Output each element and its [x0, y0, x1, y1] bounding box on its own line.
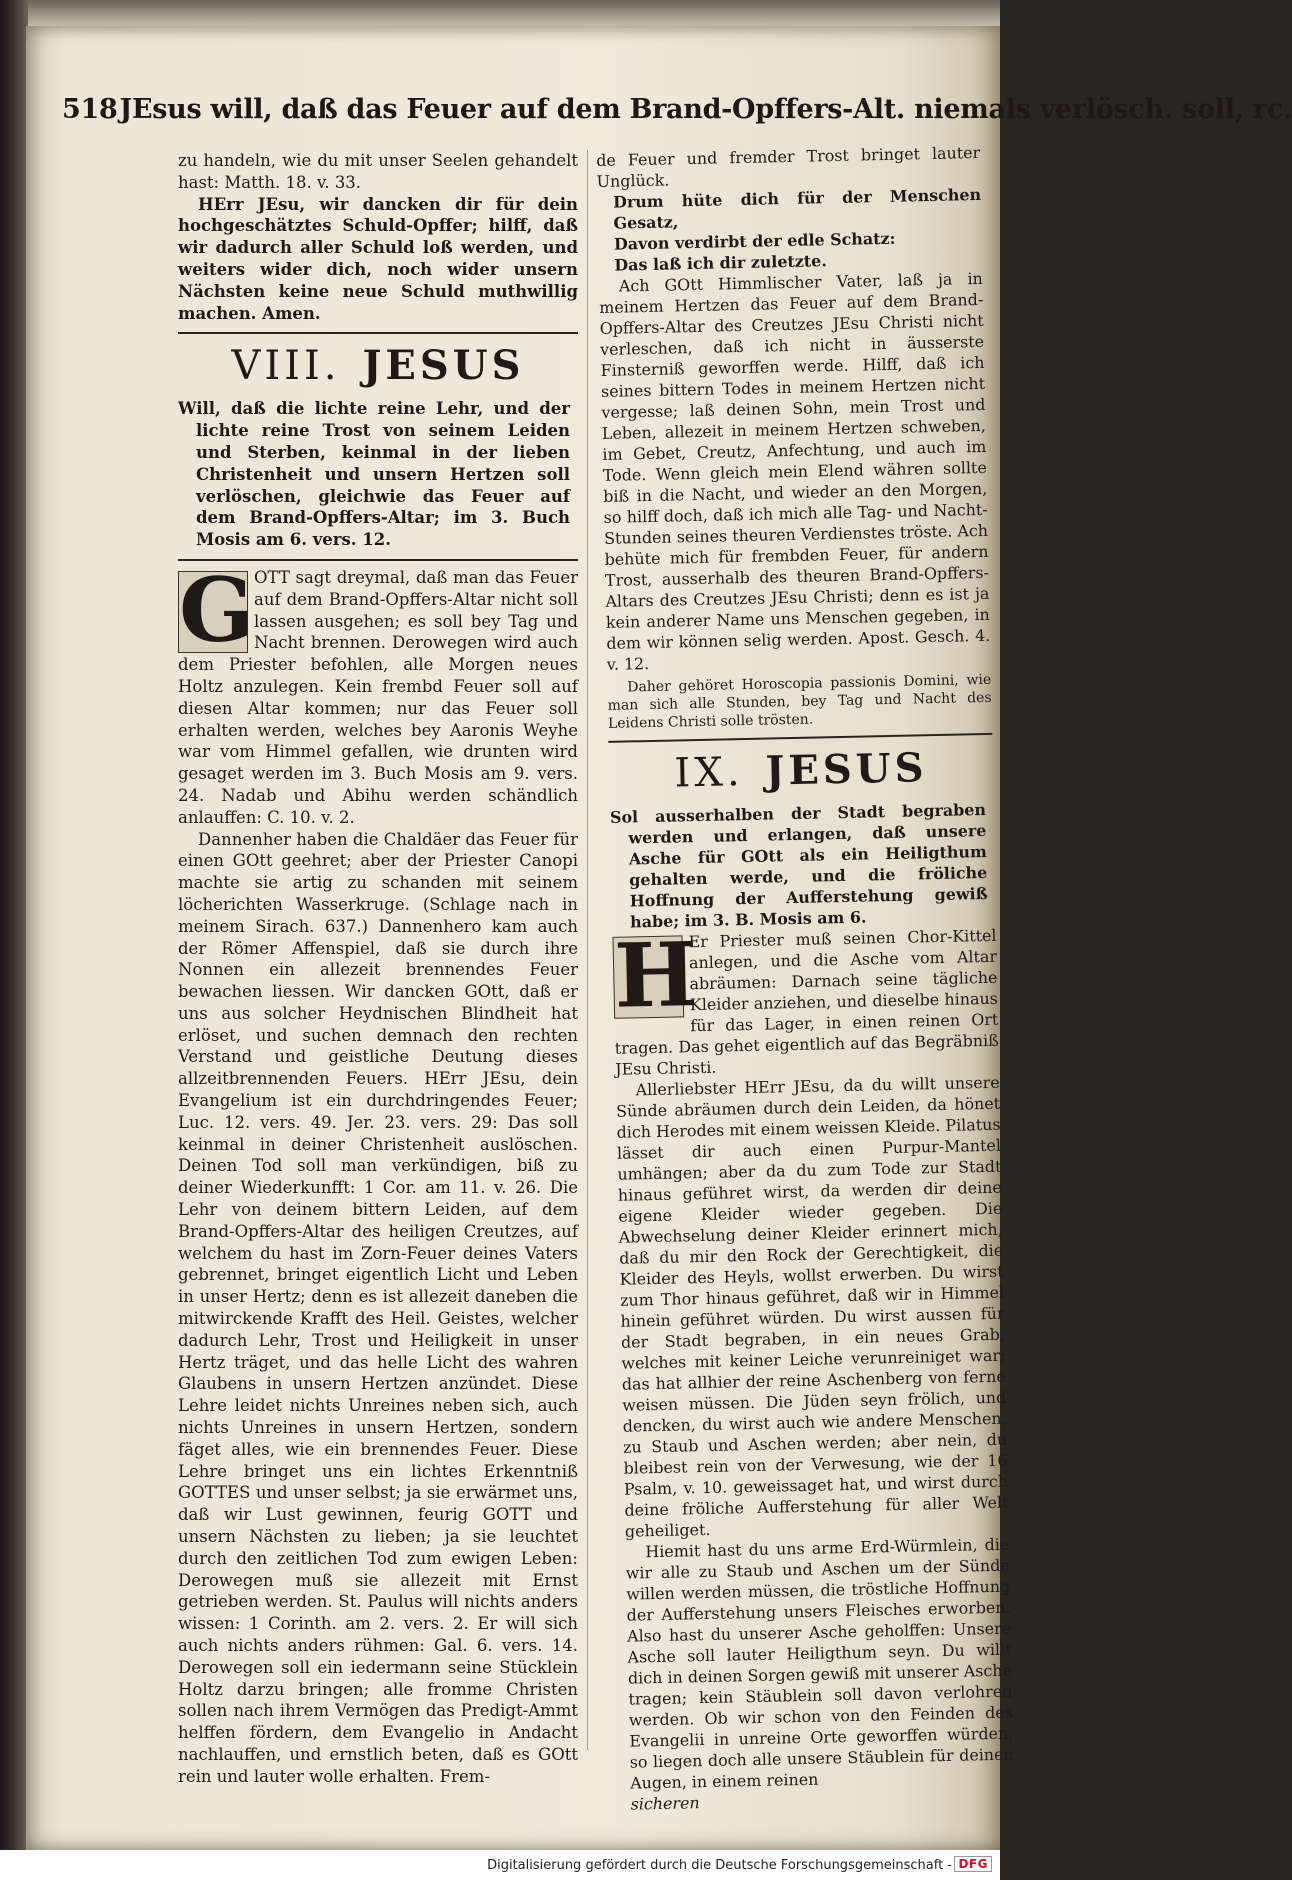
body-paragraph: Er Priester muß seinen Chor-Kittel anlegen, und die Asche vom Altar abräumen: Darnach seine tägliche Kleider anziehen, und dieselbe hinaus für das Lager, in einen reinen Ort tragen. Das gehet eigentlich auf das Begräbniß JEsu Christi. — [614, 925, 999, 1079]
chapter-heading-viii — [178, 340, 578, 392]
chapter-title: JESUS — [362, 342, 525, 390]
body-paragraph: Dannenher haben die Chaldäer das Feuer für einen GOtt geehret; aber der Priester Canopi machte sie artig zu schanden mit seinem löcherichten Wasserkruge. (Schlage nach in meinem Sirach. 637.) Dannenhero kam auch der Römer Affenspiel, daß sie durch ihre Nonnen ein allezeit brennendes Feuer bewachen liessen. Wir dancken GOtt, daß er uns aus solcher Heydnischen Blindheit hat erlöset, und suchen demnach den rechten Verstand und geistliche Deutung dieses allzeitbrennenden Feuers. HErr JEsu, dein Evangelium ist ein durchdringendes Feuer; Luc. 12. vers. 49. Jer. 23. vers. 29: Das soll keinmal in deiner Christenheit auslöschen. Deinen Tod soll man verkündigen, biß zu deiner Wiederkunfft: 1 Cor. am 11. v. 26. Die Lehr von deinem bittern Leiden, auf dem Brand-Opffers-Altar des heiligen Creutzes, auf welchem du hast im Zorn-Feuer deines Vaters gebrennet, bringet eigentlich Licht und Leben in unser Hertz; denn es ist allezeit daneben die mitwirckende Krafft des Heil. Geistes, welcher dadurch Lehr, Trost und Heiligkeit in unser Hertz träget, und das helle Licht des wahren Glaubens in unsern Hertzen anzündet. Diese Lehre leidet nichts Unreines neben sich, auch nichts Unreines in unsern Hertzen, sondern fäget alles, wie ein brennendes Feuer. Diese Lehre bringet uns ein lichtes Erkenntniß GOTTES und unser selbst; ja sie erwärmet uns, daß wir Lust gewinnen, feurig GOTT und unsern Nächsten zu lieben; ja sie leuchtet durch den zeitlichen Tod zum ewigen Leben: Derowegen muß sie allezeit mit Ernst getrieben werden. St. Paulus will nichts anders wissen: 1 Corinth. am 2. vers. 2. Er will sich auch nichts anders rühmen: Gal. 6. vers. 14. Derowegen soll ein iedermann seine Stücklein Holtz darzu bringen; alle fromme Christen sollen nach ihrem Vermögen das Predigt-Ammt helffen fördern, dem Evangelio in Andacht nachlauffen, und ernstlich beten, daß es GOtt rein und lauter wolle erhalten. Frem- — [178, 829, 578, 1786]
chapter-summary: Sol ausserhalben der Stadt begraben werden und erlangen, daß unsere Asche für GOtt als ein Heiligthum gehalten werde, und die fröliche Hoffnung der Aufferstehung gewiß habe; im 3. B. Mosis am 6. — [609, 799, 988, 932]
right-intro-text: de Feuer und fremder Trost bringet lauter Unglück. — [596, 142, 981, 191]
body-paragraph: Hiemit hast du uns arme Erd-Würmlein, die wir alle zu Staub und Aschen um der Sünde willen werden müssen, die tröstliche Hoffnung der Aufferstehung unsers Fleisches erworben. Also hast du unserer Asche geholffen: Unsere Asche soll lauter Heiligthum seyn. Du willt dich in deinen Sorgen gewiß mit unserer Asche tragen; kein Stäublein soll davon verlohren werden. Ob wir schon von den Feinden des Evangelii in unreine Orte geworffen würden, so liegen doch alle unsere Stäublein für deinen Augen, in einem reinen — [625, 1534, 1014, 1793]
dfg-logo[interactable]: DFG — [954, 1856, 992, 1872]
left-prayer: HErr JEsu, wir dancken dir für dein hochgeschätztes Schuld-Opffer; hilff, daß wir dadurch aller Schuld loß werden, und weiters wider dich, noch wider unsern Nächsten keine neue Schuld muthwillig machen. Amen. — [178, 194, 578, 323]
chapter-body — [178, 557, 578, 829]
drop-cap-initial: H — [613, 922, 699, 1028]
drop-cap-initial: G — [179, 557, 255, 662]
page-top-edge — [0, 0, 1000, 28]
digitization-footer — [0, 1850, 1000, 1880]
catchword: sicheren — [630, 1793, 700, 1814]
page-number: 518 — [62, 94, 118, 125]
section-rule — [178, 332, 578, 334]
page-header — [62, 94, 1292, 125]
right-column — [596, 142, 1015, 1815]
body-paragraph: Allerliebster HErr JEsu, da du willt unsere Sünde abräumen durch dein Leiden, da hönet dich Herodes mit einem weissen Kleide. Pilatus lässet dir auch einen Purpur-Mantel umhängen; aber da du zum Tode zur Stadt hinaus geführet wirst, da werden dir deine eigene Kleider wieder gegeben. Die Abwechselung deiner Kleider erinnert mich, daß du mir den Rock der Gerechtigkeit, die Kleider des Heyls, wollst erwerben. Du wirst zum Thor hinaus geführet, daß wir in Himmel hinein geführet würden. Du wirst aussen für der Stadt begraben, in ein neues Grab, welches mit keiner Leiche verunreiniget war; das hat allhier der reine Aschenberg von ferne weisen müssen. Die Jüden seyn frölich, und dencken, du wirst auch wie andere Menschen, zu Staub und Aschen werden; aber nein, du bleibest rein von der Verwesung, wie der 16 Psalm, v. 10. geweissaget hat, und wirst durch deine fröliche Aufferstehung für aller Welt geheiliget. — [615, 1072, 1009, 1541]
footnote-text: Daher gehöret Horoscopia passionis Domini, wie man sich alle Stunden, bey Tag und Nacht des Leidens Christi solle trösten. — [607, 671, 992, 732]
running-head: JEsus will, daß das Feuer auf dem Brand-Opffers-Alt. niemals verlösch. soll, rc. — [119, 94, 1292, 125]
verse-line: Davon verdirbt der edle Schatz: — [613, 228, 896, 254]
chapter-title: JESUS — [765, 744, 929, 795]
chapter-heading-ix — [609, 741, 994, 801]
chapter-body — [612, 922, 999, 1080]
left-column — [178, 150, 578, 1788]
chapter-numeral: IX. — [674, 749, 744, 797]
chapter-summary: Will, daß die lichte reine Lehr, und der lichte reine Trost von seinem Leiden und Sterben, keinmal in der lieben Christenheit und unsern Hertzen soll verlöschen, gleichwie das Feuer auf dem Brand-Opffers-Altar; im 3. Buch Mosis am 6. vers. 12. — [178, 399, 570, 550]
book-spine — [0, 0, 28, 1880]
verse-line: Drum hüte dich für der Menschen Gesatz, — [612, 184, 982, 233]
funding-credit: Digitalisierung gefördert durch die Deutsche Forschungsgemeinschaft - — [487, 1858, 952, 1873]
body-paragraph: OTT sagt dreymal, daß man das Feuer auf dem Brand-Opffers-Altar nicht soll lassen ausgehen; es soll bey Tag und Nacht brennen. Derowegen wird auch dem Priester befohlen, alle Morgen neues Holtz anzulegen. Kein frembd Feuer soll auf diesen Altar kommen; nur das Feuer soll erhalten werden, welches bey Aaronis Weyhe war vom Himmel gefallen, wie drunten wird gesaget werden im 3. Buch Mosis am 9. vers. 24. Nadab und Abihu werden schändlich anlauffen: C. 10. v. 2. — [178, 567, 578, 827]
left-intro-text: zu handeln, wie du mit unser Seelen gehandelt hast: Matth. 18. v. 33. — [178, 151, 578, 192]
right-prayer: Ach GOtt Himmlischer Vater, laß ja in meinem Hertzen das Feuer auf dem Brand-Opffers-Altar des Creutzes JEsu Christi nicht verleschen, daß ich nicht in äusserste Finsterniß geworffen werde. Hilff, daß ich seines bittern Todes in meinem Hertzen nicht vergesse; laß deinen Sohn, mein Trost und Leben, allezeit in meinem Hertzen schweben, im Gebet, Creutz, Anfechtung, und auch im Tode. Wenn gleich mein Elend währen sollte biß in die Nacht, und wieder an den Morgen, so hilff doch, daß ich mich alle Tag- und Nacht-Stunden seines theuren Verdienstes tröste. Ach behüte mich für frembden Feuer, für andern Trost, ausserhalb des theuren Brand-Opffers-Altars des Creutzes JEsu Christi; denn es ist ja kein anderer Name uns Menschen gegeben, in dem wir können selig werden. Apost. Gesch. 4. v. 12. — [599, 268, 991, 674]
chapter-numeral: VIII. — [231, 343, 341, 390]
column-divider — [587, 150, 588, 1750]
verse-line: Das laß ich dir zuletzte. — [614, 251, 827, 275]
